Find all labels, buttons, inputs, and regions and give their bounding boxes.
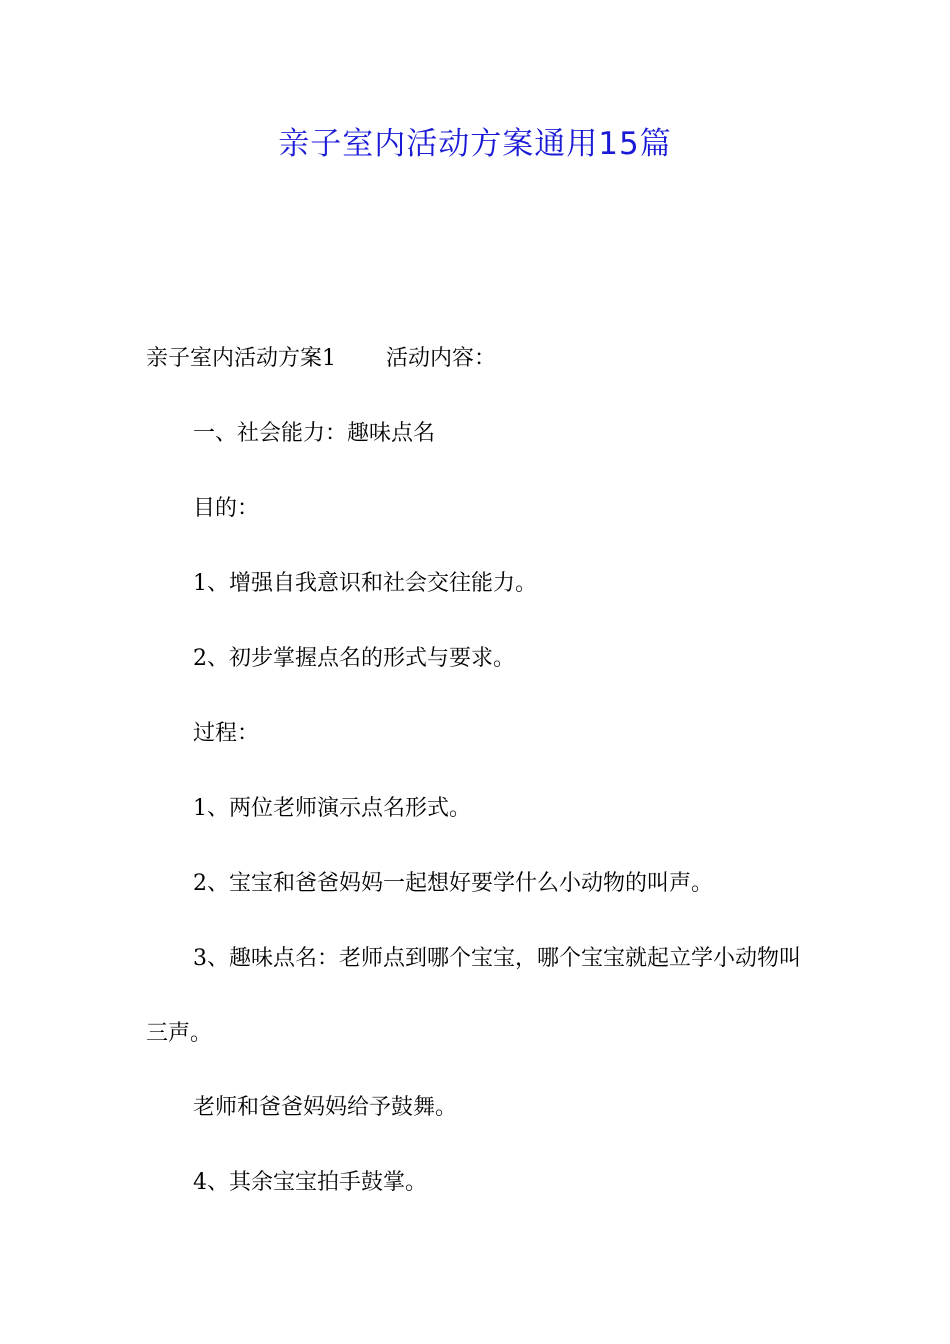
section-lead: 活动内容：	[386, 346, 497, 371]
paragraph: 3、趣味点名：老师点到哪个宝宝，哪个宝宝就起立学小动物叫三声。	[146, 946, 801, 1046]
section-heading: 亲子室内活动方案1	[146, 346, 336, 371]
paragraph: 4、其余宝宝拍手鼓掌。	[193, 1170, 427, 1195]
document-title: 亲子室内活动方案通用15篇	[278, 126, 672, 162]
paragraph: 1、增强自我意识和社会交往能力。	[193, 571, 537, 596]
paragraph: 目的：	[193, 496, 260, 521]
paragraph: 2、宝宝和爸爸妈妈一起想好要学什么小动物的叫声。	[193, 871, 713, 896]
paragraph: 一、社会能力：趣味点名	[193, 421, 436, 446]
paragraph: 老师和爸爸妈妈给予鼓舞。	[193, 1095, 458, 1120]
first-line	[146, 340, 816, 378]
paragraph: 2、初步掌握点名的形式与要求。	[193, 646, 515, 671]
document-body	[146, 340, 816, 1239]
paragraph: 过程：	[193, 721, 260, 746]
paragraph: 1、两位老师演示点名形式。	[193, 796, 471, 821]
